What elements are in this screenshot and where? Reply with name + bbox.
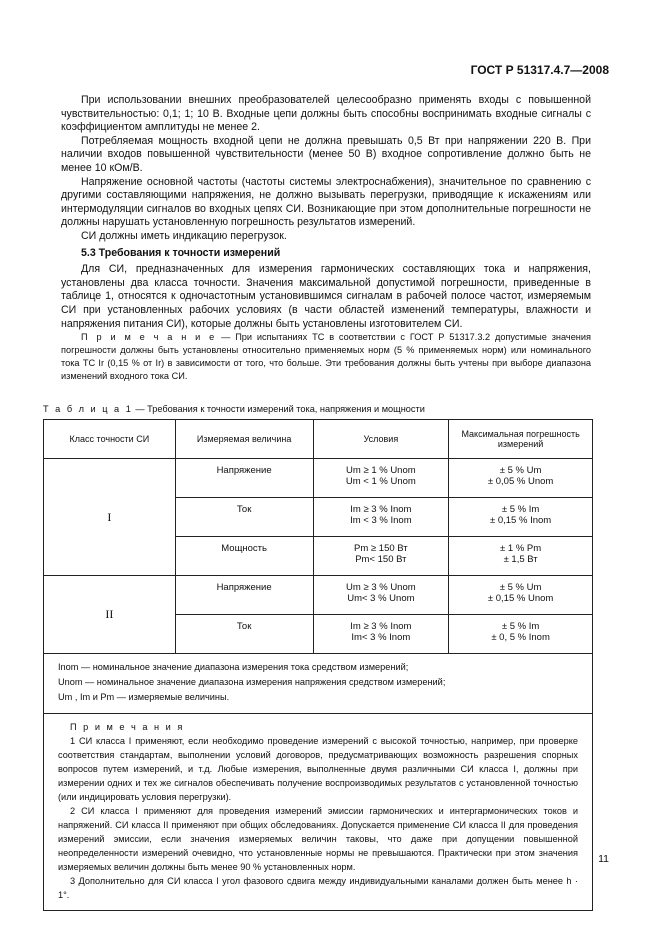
note <box>61 331 591 383</box>
conditions-cell <box>313 459 449 498</box>
error-cell <box>449 537 593 576</box>
notes-heading: П р и м е ч а н и я <box>70 722 185 732</box>
error-line: ± 0,15 % Unom <box>487 593 554 604</box>
quantity-cell: Напряжение <box>175 576 313 615</box>
note-text: — При испытаниях ТС в соответствии с ГОСТ Р 51317.3.2 допустимые значения погрешности должны быть установлены относительно применяемых норм (5 % применяемых норм) или номинального тока ТС Ir (0,15 % от Ir) в зависимости от того, что больше. Эти требования должны быть учтены при выборе диапазона изменений входного тока СИ. <box>61 332 591 382</box>
quantity-cell: Ток <box>175 615 313 654</box>
section-heading: 5.3 Требования к точности измерений <box>81 246 281 259</box>
paragraph: Для СИ, предназначенных для измерения гармонических составляющих тока и напряжения, установлены два класса точности. Значения максимальной допустимой погрешности, приведенные в таблице 1, относятся к одночастотным установившимся сигналам в рабочей полосе частот, измеряемым СИ при установленных рабочих условиях (в части областей изменений температуры, влажности и напряжения питания СИ), которые должны быть установлены изготовителем СИ. <box>61 263 591 330</box>
condition-line: Um ≥ 1 % Unom <box>346 465 416 476</box>
conditions-cell <box>313 615 449 654</box>
table-caption-text: — Требования к точности измерений тока, напряжения и мощности <box>135 404 425 414</box>
header-cell: Условия <box>313 420 449 459</box>
notes-cell <box>44 714 593 911</box>
paragraph: СИ должны иметь индикацию перегрузок. <box>81 229 287 242</box>
error-line: ± 0,05 % Unom <box>487 476 554 487</box>
table-header-row <box>44 420 593 459</box>
conditions-cell <box>313 576 449 615</box>
error-cell <box>449 615 593 654</box>
legend-cell <box>44 654 593 714</box>
body-text <box>61 94 591 383</box>
conditions-cell <box>313 537 449 576</box>
header-cell: Измеряемая величина <box>175 420 313 459</box>
legend-line: Inom — номинальное значение диапазона измерения тока средством измерений; <box>58 662 409 672</box>
page-number: 11 <box>598 853 609 865</box>
condition-line: Pm ≥ 150 Вт <box>354 543 408 554</box>
error-cell <box>449 459 593 498</box>
condition-line: Um < 1 % Unom <box>345 476 416 487</box>
condition-line: Im ≥ 3 % Inom <box>350 504 412 515</box>
error-line: ± 1 % Pm <box>500 543 542 554</box>
legend-line: Unom — номинальное значение диапазона измерения напряжения средством измерений; <box>58 677 446 687</box>
table-caption <box>43 404 425 414</box>
accuracy-table <box>43 419 593 911</box>
quantity-cell: Напряжение <box>175 459 313 498</box>
error-line: ± 5 % Im <box>501 621 540 632</box>
quantity-cell: Ток <box>175 498 313 537</box>
paragraph: Напряжение основной частоты (частоты системы электроснабжения), значительное по сравнению с другими составляющими напряжения, не должно вызывать перегрузки, приводящие к искажениям или интермодуляции сигналов во входных цепях СИ. Возникающие при этом дополнительные погрешности не должны нарушать установленную погрешность результатов измерений. <box>61 175 591 229</box>
condition-line: Im< 3 % Inom <box>351 632 411 643</box>
condition-line: Pm< 150 Вт <box>355 554 407 565</box>
error-cell <box>449 498 593 537</box>
note-item: 2 СИ класса I применяют для проведения измерений эмиссии гармонических и интергармонических токов и напряжений. СИ класса II применяют при общих обследованиях. Допускается применение СИ класса II для проведения измерений эмиссии, если значения измеряемых величин таковы, что даже при допущении повышенной неопределенности измерений очевидно, что установленные нормы не превышаются. Практически при этом значения измеряемых величин должны быть менее 90 % установленных норм. <box>58 806 578 872</box>
table-row <box>44 576 593 615</box>
note-item: 3 Дополнительно для СИ класса I угол фазового сдвига между индивидуальными каналами должен быть менее h · 1°. <box>58 876 578 900</box>
error-line: ± 1,5 Вт <box>503 554 538 565</box>
legend-line: Um , Im и Pm — измеряемые величины. <box>58 692 230 702</box>
error-line: ± 0, 5 % Inom <box>491 632 550 643</box>
conditions-cell <box>313 498 449 537</box>
error-line: ± 5 % Im <box>501 504 540 515</box>
quantity-cell: Мощность <box>175 537 313 576</box>
class-cell: II <box>44 576 176 654</box>
legend-row <box>44 654 593 714</box>
condition-line: Um ≥ 3 % Unom <box>346 582 416 593</box>
header-cell: Класс точности СИ <box>44 420 176 459</box>
header-cell: Максимальная погрешность измерений <box>449 420 593 459</box>
class-cell: I <box>44 459 176 576</box>
note-item: 1 СИ класса I применяют, если необходимо проведение измерений с высокой точностью, например, при проверке соответствия стандартам, выполнении условий договоров, предусматривающих возможность разрешения спорных вопросов путем измерений, и т.д. Любые измерения, выполненные двумя различными СИ класса I, должны при измерении одних и тех же сигналов обеспечивать получение воспроизводимых результатов с установленной точностью (или индицировать условия перегрузки). <box>58 736 578 802</box>
condition-line: Im < 3 % Inom <box>350 515 412 526</box>
table-row <box>44 459 593 498</box>
page-header: ГОСТ Р 51317.4.7—2008 <box>470 63 609 77</box>
note-label: П р и м е ч а н и е <box>81 332 217 343</box>
paragraph: При использовании внешних преобразователей целесообразно применять входы с повышенной чувствительностью: 0,1; 1; 10 В. Входные цепи должны быть способны воспринимать входные сигналы с коэффициентом амплитуды не менее 2. <box>61 94 591 134</box>
error-line: ± 5 % Um <box>499 465 542 476</box>
paragraph: Потребляемая мощность входной цепи не должна превышать 0,5 Вт при напряжении 220 В. При наличии входов повышенной чувствительности (менее 50 В) входное сопротивление должно быть не менее 10 кОм/В. <box>61 134 591 174</box>
notes-row <box>44 714 593 911</box>
error-line: ± 5 % Um <box>499 582 542 593</box>
condition-line: Um< 3 % Unom <box>347 593 415 604</box>
error-cell <box>449 576 593 615</box>
table-caption-label: Т а б л и ц а 1 <box>43 404 133 414</box>
error-line: ± 0,15 % Inom <box>490 515 552 526</box>
condition-line: Im ≥ 3 % Inom <box>350 621 412 632</box>
